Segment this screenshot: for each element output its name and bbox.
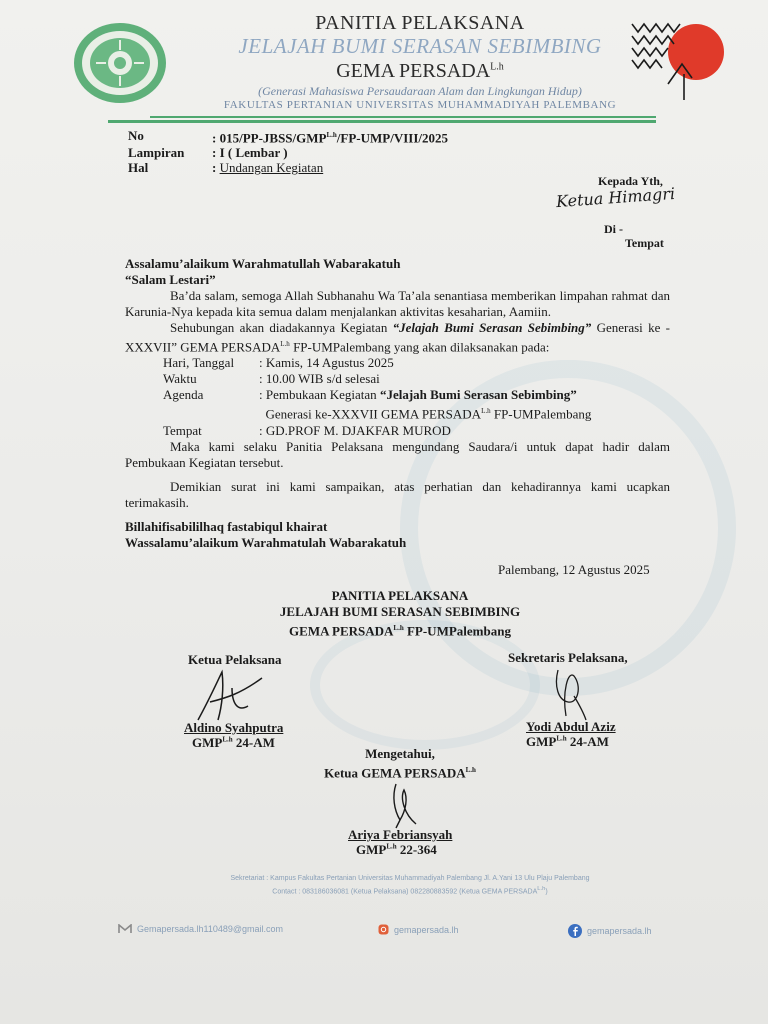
letter-meta — [128, 128, 448, 175]
detail-hari-value: : Kamis, 14 Agustus 2025 — [259, 355, 394, 371]
footer-email-text: Gemapersada.lh110489@gmail.com — [137, 924, 284, 934]
gema-persada-logo — [628, 14, 728, 104]
letter-body — [125, 256, 670, 551]
secretary-name: Yodi Abdul Aziz — [526, 719, 616, 734]
footer-facebook-text: gemapersada.lh — [587, 926, 652, 936]
header-committee: PANITIA PELAKSANA — [315, 12, 525, 34]
header-rule-thick — [108, 120, 656, 123]
meta-hal-label: Hal — [128, 160, 149, 176]
chairman-gmp: $GMP^{L.h}$ 24-AM — [192, 735, 275, 750]
detail-waktu-label: Waktu — [163, 371, 197, 387]
recipient-greeting: Kepada Yth, — [598, 174, 663, 188]
footer-instagram-text: gemapersada.lh — [394, 924, 459, 935]
instagram-icon — [378, 924, 389, 935]
meta-hal-value: : Undangan Kegiatan — [212, 160, 324, 176]
recipient-handwritten: Ketua Himagri — [555, 183, 676, 212]
letter-date: Palembang, 12 Agustus 2025 — [498, 562, 650, 577]
detail-agenda-label: Agenda — [163, 387, 204, 403]
detail-tempat-label: Tempat — [163, 422, 202, 438]
closing-salam: Wassalamu’alaikum Warahmatulah Wabarakatuh — [125, 534, 407, 550]
paragraph-opening: Ba’da salam, semoga Allah Subhanahu Wa Ta’ala senantiasa memberikan limpahan rahmat dan Karunia-Nya kepada kita semua dalam menjalankan aktivitas kesaharian, Aamiin. — [125, 288, 670, 319]
header-organization: GEMA $PERSADA^{L.h}$ — [336, 60, 504, 82]
meta-no-value: : $015/PP-JBSS/GMP^{L.h}/FP-UMP/VIII/2025$ — [212, 130, 448, 146]
footer-instagram — [378, 924, 459, 935]
paragraph-thanks: Demikian surat ini kami sampaikan, atas perhatian dan kehadirannya kami ucapkan terimakasih. — [125, 478, 670, 510]
mail-icon — [118, 924, 132, 934]
detail-agenda-value: : Pembukaan Kegiatan “Jelajah Bumi Serasan Sebimbing” Generasi ke-XXXVII GEMA $PERSADA^{L.h}$ FP-UMPalembang — [259, 387, 592, 422]
org-chairman-name: Ariya Febriansyah — [348, 827, 453, 842]
meta-lampiran-value: : I ( Lembar ) — [212, 145, 288, 161]
meta-no-label: No — [128, 128, 144, 143]
paragraph-event: Sehubungan akan diadakannya Kegiatan “Jelajah Bumi Serasan Sebimbing” Generasi ke - XXXVII” GEMA $PERSADA^{L.h}$ FP-UMPalembang yang akan dilaksanakan pada: — [125, 320, 670, 355]
detail-hari-label: Hari, Tanggal — [163, 355, 235, 371]
meta-lampiran-label: Lampiran — [128, 145, 185, 161]
chairman-signature — [192, 668, 272, 724]
org-chairman-gmp: $GMP^{L.h}$ 22-364 — [356, 842, 437, 857]
header-event-name: JELAJAH BUMI SERASAN SEBIMBING — [238, 34, 602, 58]
secretary-gmp: $GMP^{L.h}$ 24-AM — [526, 734, 609, 749]
watermark-seal-small — [310, 620, 540, 750]
header-faculty: FAKULTAS PERTANIAN UNIVERSITAS MUHAMMADIYAH PALEMBANG — [223, 99, 617, 111]
paragraph-invitation: Maka kami selaku Panitia Pelaksana mengundang Saudara/i untuk dapat hadir dalam Pembukaan Kegiatan tersebut. — [125, 438, 670, 470]
recipient-place: Tempat — [625, 236, 664, 250]
secretary-signature — [544, 666, 594, 722]
acknowledged-block: Mengetahui, Ketua GEMA $PERSADA^{L.h}$ — [324, 746, 476, 781]
detail-tempat-value: : GD.PROF M. DJAKFAR MUROD — [259, 422, 451, 438]
header-tagline: (Generasi Mahasiswa Persaudaraan Alam dan Lingkungan Hidup) — [258, 84, 582, 98]
salam-lestari: “Salam Lestari” — [125, 272, 216, 287]
university-logo — [70, 20, 170, 106]
chairman-name: Aldino Syahputra — [184, 720, 284, 735]
footer-email — [118, 924, 283, 934]
org-chairman-signature — [386, 780, 422, 830]
secretary-label: Sekretaris Pelaksana, — [508, 650, 628, 665]
footer-facebook — [568, 924, 652, 938]
footer-address: Sekretariat : Kampus Fakultas Pertanian Universitas Muhammadiyah Palembang Jl. A.Yani 13 Ulu Plaju Palembang Contact : 083186036081 (Ketua Pelaksana) 082280883592 (Ketua GEMA $PERSADA^{L.h}$) — [230, 875, 590, 896]
event-details — [163, 355, 670, 438]
salam: Assalamu’alaikum Warahmatullah Wabarakatuh — [125, 256, 401, 271]
chairman-label: Ketua Pelaksana — [188, 652, 282, 667]
recipient-di: Di - — [604, 222, 623, 236]
header-rule-thin — [150, 116, 656, 118]
facebook-icon — [568, 924, 582, 938]
closing-khairat: Billahifisabililhaq fastabiqul khairat — [125, 518, 328, 534]
detail-waktu-value: : 10.00 WIB s/d selesai — [259, 371, 380, 387]
signature-title: PANITIA PELAKSANA JELAJAH BUMI SERASAN SEBIMBING GEMA $PERSADA^{L.h}$ FP-UMPalembang — [279, 588, 521, 639]
